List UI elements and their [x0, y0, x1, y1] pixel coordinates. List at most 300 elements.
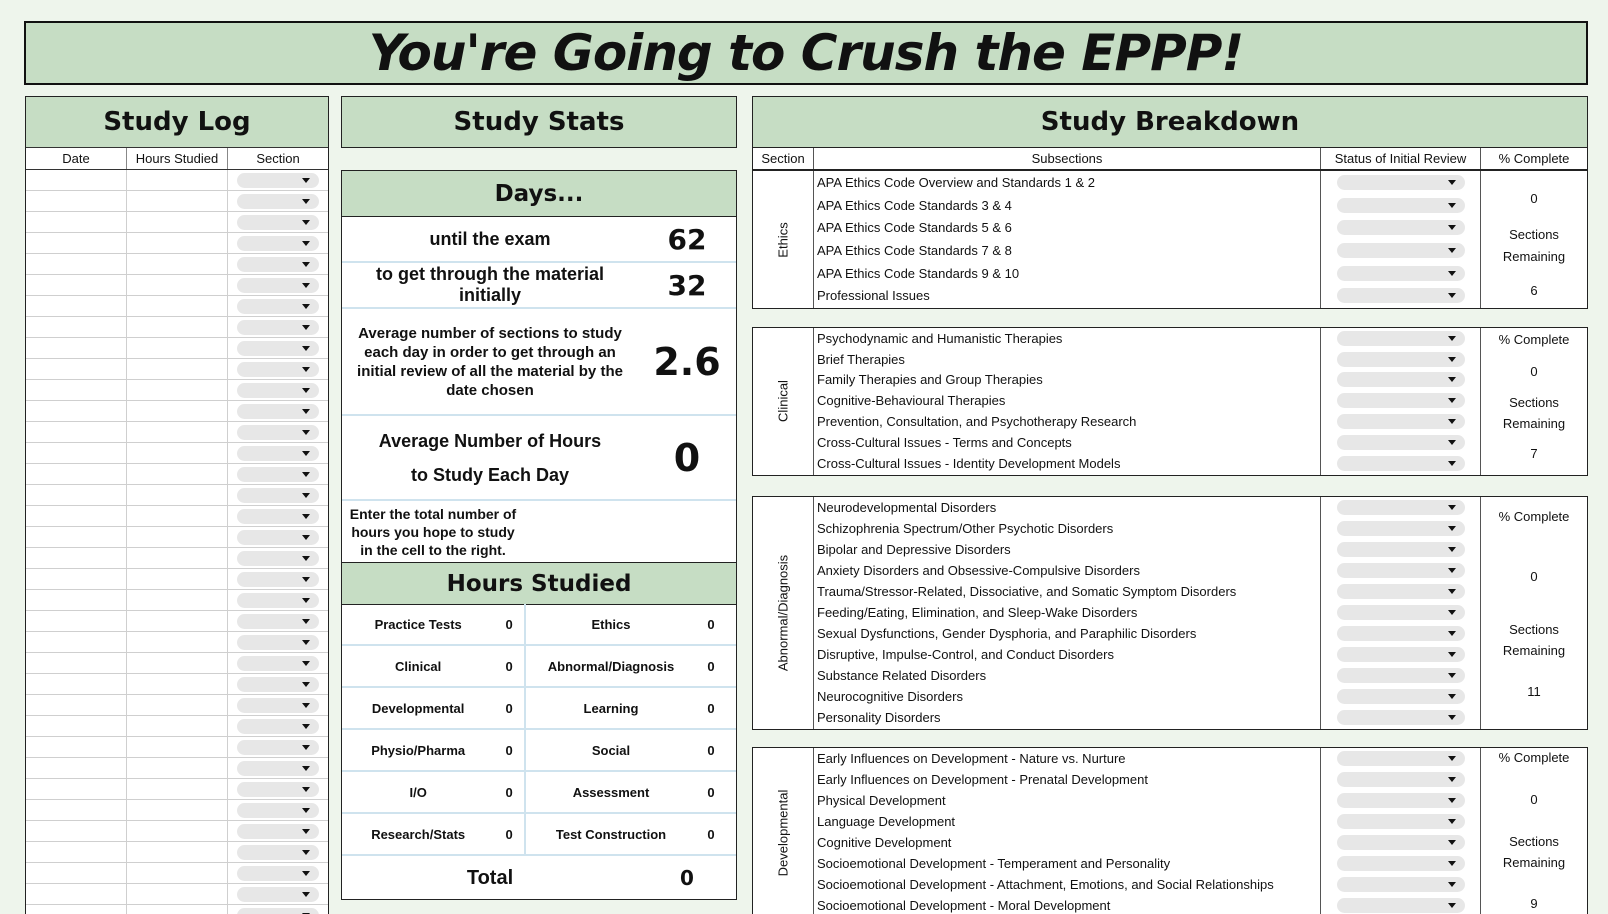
table-row: [26, 380, 328, 401]
hours-cell[interactable]: [127, 296, 228, 316]
section-dropdown[interactable]: [237, 572, 319, 587]
hours-cell[interactable]: [127, 632, 228, 652]
status-dropdown[interactable]: [1337, 898, 1465, 913]
through-material-row: [342, 263, 736, 309]
sections-remaining-value: 7: [1530, 446, 1538, 461]
total-label: Total: [466, 866, 514, 889]
hours-cell[interactable]: [127, 422, 228, 442]
subsection-item: Anxiety Disorders and Obsessive-Compulsive Disorders: [817, 563, 1140, 578]
table-row: [26, 863, 328, 884]
hours-cell[interactable]: [127, 443, 228, 463]
hours-category-value: 0: [707, 658, 715, 674]
hours-row: [342, 730, 736, 772]
table-row: [26, 275, 328, 296]
date-cell[interactable]: [26, 800, 127, 820]
hours-category-label: Developmental: [371, 700, 465, 716]
section-name: Clinical: [775, 380, 791, 423]
subsection-item: Early Influences on Development - Prenatal Development: [817, 772, 1148, 787]
date-cell[interactable]: [26, 191, 127, 211]
hours-category-label: Practice Tests: [374, 616, 462, 632]
hours-cell[interactable]: [127, 779, 228, 799]
table-row: [26, 884, 328, 905]
hours-cell[interactable]: [127, 863, 228, 883]
table-row: [26, 737, 328, 758]
table-row: [26, 506, 328, 527]
status-dropdown[interactable]: [1337, 393, 1465, 408]
section-dropdown[interactable]: [237, 635, 319, 650]
hours-cell[interactable]: [127, 884, 228, 904]
section-dropdown[interactable]: [237, 866, 319, 881]
status-dropdown[interactable]: [1337, 542, 1465, 557]
percent-complete-value: 0: [1530, 364, 1538, 379]
percent-complete-label: % Complete: [1498, 750, 1570, 765]
subsection-item: Brief Therapies: [817, 351, 905, 367]
section-dropdown[interactable]: [237, 677, 319, 692]
section-dropdown[interactable]: [237, 698, 319, 713]
status-dropdown[interactable]: [1337, 751, 1465, 766]
date-cell[interactable]: [26, 821, 127, 841]
status-dropdown[interactable]: [1337, 521, 1465, 536]
section-dropdown[interactable]: [237, 782, 319, 797]
table-row: [26, 716, 328, 737]
section-cell: [228, 884, 328, 904]
section-name-cell: [753, 328, 814, 475]
table-row: [26, 296, 328, 317]
date-cell[interactable]: [26, 380, 127, 400]
date-cell[interactable]: [26, 632, 127, 652]
status-dropdown[interactable]: [1337, 331, 1465, 346]
date-cell[interactable]: [26, 485, 127, 505]
hours-cell[interactable]: [127, 359, 228, 379]
sections-remaining-value: 11: [1527, 684, 1541, 699]
status-dropdown[interactable]: [1337, 456, 1465, 471]
table-row: [26, 653, 328, 674]
hours-category-value: 0: [707, 826, 715, 842]
hours-row: [342, 814, 736, 856]
status-dropdown[interactable]: [1337, 175, 1465, 190]
avg-sections-row: [342, 309, 736, 416]
section-cell: [228, 548, 328, 568]
section-dropdown[interactable]: [237, 299, 319, 314]
section-dropdown[interactable]: [237, 215, 319, 230]
hours-category-value: 0: [505, 616, 513, 632]
hours-row: [342, 772, 736, 814]
status-dropdown[interactable]: [1337, 243, 1465, 258]
table-row: [26, 401, 328, 422]
hours-cell[interactable]: [127, 191, 228, 211]
table-row: [26, 800, 328, 821]
breakdown-column-headers: [752, 147, 1588, 170]
status-dropdown[interactable]: [1337, 626, 1465, 641]
table-row: [26, 191, 328, 212]
percent-complete-cell: [1481, 328, 1587, 475]
hours-cell[interactable]: [127, 170, 228, 190]
section-dropdown[interactable]: [237, 488, 319, 503]
hours-category-label: I/O: [409, 784, 427, 800]
hours-category-value: 0: [707, 784, 715, 800]
section-name-cell: [753, 748, 814, 914]
section-dropdown[interactable]: [237, 236, 319, 251]
status-dropdown[interactable]: [1337, 689, 1465, 704]
date-cell[interactable]: [26, 296, 127, 316]
section-dropdown[interactable]: [237, 278, 319, 293]
section-cell: [228, 779, 328, 799]
section-dropdown[interactable]: [237, 320, 319, 335]
hours-category-label: Physio/Pharma: [371, 742, 466, 758]
breakdown-block-developmental: [752, 747, 1588, 914]
section-dropdown[interactable]: [237, 509, 319, 524]
percent-complete-label: % Complete: [1498, 509, 1570, 524]
section-cell: [228, 170, 328, 190]
hours-category-value: 0: [505, 826, 513, 842]
status-dropdown[interactable]: [1337, 563, 1465, 578]
section-cell: [228, 296, 328, 316]
sections-remaining-label-2: Remaining: [1502, 855, 1566, 870]
title-banner: [24, 21, 1588, 85]
date-cell[interactable]: [26, 905, 127, 914]
section-cell: [228, 632, 328, 652]
status-dropdown[interactable]: [1337, 772, 1465, 787]
sections-remaining-label-2: Remaining: [1502, 416, 1566, 431]
date-cell[interactable]: [26, 464, 127, 484]
section-cell: [228, 653, 328, 673]
status-dropdown[interactable]: [1337, 668, 1465, 683]
date-cell[interactable]: [26, 317, 127, 337]
status-column: [1321, 171, 1481, 308]
subsection-item: APA Ethics Code Standards 7 & 8: [817, 242, 1012, 258]
section-cell: [228, 716, 328, 736]
sections-remaining-label-2: Remaining: [1502, 643, 1566, 658]
hours-cell[interactable]: [127, 254, 228, 274]
section-dropdown[interactable]: [237, 341, 319, 356]
section-dropdown[interactable]: [237, 446, 319, 461]
section-dropdown[interactable]: [237, 530, 319, 545]
section-cell: [228, 590, 328, 610]
date-cell[interactable]: [26, 506, 127, 526]
subsection-item: Cognitive-Behavioural Therapies: [817, 393, 1006, 409]
table-row: [26, 590, 328, 611]
section-cell: [228, 569, 328, 589]
hours-cell[interactable]: [127, 611, 228, 631]
section-dropdown[interactable]: [237, 173, 319, 188]
status-dropdown[interactable]: [1337, 220, 1465, 235]
section-dropdown[interactable]: [237, 425, 319, 440]
table-row: [26, 779, 328, 800]
total-row: [342, 856, 736, 900]
status-dropdown[interactable]: [1337, 352, 1465, 367]
date-cell[interactable]: [26, 527, 127, 547]
status-dropdown[interactable]: [1337, 647, 1465, 662]
date-cell[interactable]: [26, 401, 127, 421]
subsection-item: Professional Issues: [817, 288, 930, 304]
hours-cell[interactable]: [127, 275, 228, 295]
section-dropdown[interactable]: [237, 761, 319, 776]
subsection-item: Disruptive, Impulse-Control, and Conduct Disorders: [817, 647, 1114, 662]
table-row: [26, 611, 328, 632]
date-cell[interactable]: [26, 170, 127, 190]
status-column: [1321, 328, 1481, 475]
date-cell[interactable]: [26, 275, 127, 295]
status-column: [1321, 497, 1481, 729]
section-name-cell: [753, 171, 814, 308]
hours-row: [342, 646, 736, 688]
date-cell[interactable]: [26, 737, 127, 757]
sections-remaining-label: Sections: [1509, 227, 1559, 242]
subsection-list: [814, 171, 1321, 308]
status-dropdown[interactable]: [1337, 435, 1465, 450]
table-row: [26, 212, 328, 233]
subsection-list: [814, 328, 1321, 475]
section-cell: [228, 800, 328, 820]
status-dropdown[interactable]: [1337, 584, 1465, 599]
section-cell: [228, 611, 328, 631]
section-cell: [228, 191, 328, 211]
status-dropdown[interactable]: [1337, 372, 1465, 387]
date-cell[interactable]: [26, 569, 127, 589]
status-dropdown[interactable]: [1337, 710, 1465, 725]
hours-category-label: Research/Stats: [371, 826, 466, 842]
section-dropdown[interactable]: [237, 803, 319, 818]
status-dropdown[interactable]: [1337, 198, 1465, 213]
table-row: [26, 632, 328, 653]
until-exam-row: [342, 217, 736, 263]
table-row: [26, 758, 328, 779]
section-cell: [228, 212, 328, 232]
table-row: [26, 695, 328, 716]
breakdown-block-ethics: [752, 170, 1588, 309]
hours-cell[interactable]: [127, 800, 228, 820]
hours-cell[interactable]: [127, 338, 228, 358]
subsection-item: Cross-Cultural Issues - Identity Development Models: [817, 455, 1121, 471]
subsection-item: Prevention, Consultation, and Psychotherapy Research: [817, 414, 1137, 430]
table-row: [26, 233, 328, 254]
sections-remaining-label: Sections: [1509, 834, 1559, 849]
date-cell[interactable]: [26, 212, 127, 232]
subsection-item: Socioemotional Development - Attachment, Emotions, and Social Relationships: [817, 877, 1274, 892]
breakdown-block-clinical: [752, 327, 1588, 476]
section-cell: [228, 317, 328, 337]
hours-cell[interactable]: [127, 905, 228, 914]
date-cell[interactable]: [26, 590, 127, 610]
subsection-item: APA Ethics Code Standards 9 & 10: [817, 265, 1020, 281]
date-cell[interactable]: [26, 674, 127, 694]
status-dropdown[interactable]: [1337, 856, 1465, 871]
avg-hours-label-line2: to Study Each Day: [410, 464, 570, 485]
section-dropdown[interactable]: [237, 257, 319, 272]
status-dropdown[interactable]: [1337, 877, 1465, 892]
percent-complete-value: 0: [1530, 792, 1538, 807]
column-header-subsections: Subsections: [814, 148, 1321, 169]
column-header-status: Status of Initial Review: [1321, 148, 1481, 169]
percent-complete-cell: [1481, 171, 1587, 308]
section-name: Ethics: [775, 221, 791, 258]
section-dropdown[interactable]: [237, 404, 319, 419]
table-row: [26, 569, 328, 590]
hours-category-value: 0: [707, 700, 715, 716]
column-header-section: Section: [753, 148, 814, 169]
status-dropdown[interactable]: [1337, 414, 1465, 429]
hours-cell[interactable]: [127, 695, 228, 715]
hours-cell[interactable]: [127, 233, 228, 253]
section-dropdown[interactable]: [237, 656, 319, 671]
subsection-item: Neurodevelopmental Disorders: [817, 500, 997, 515]
section-cell: [228, 905, 328, 914]
date-cell[interactable]: [26, 842, 127, 862]
status-dropdown[interactable]: [1337, 814, 1465, 829]
table-row: [26, 842, 328, 863]
total-value: 0: [680, 866, 694, 890]
table-row: [26, 170, 328, 191]
hours-category-label: Ethics: [591, 616, 631, 632]
hours-cell[interactable]: [127, 590, 228, 610]
percent-complete-value: 0: [1530, 191, 1538, 206]
hours-cell[interactable]: [127, 821, 228, 841]
hours-cell[interactable]: [127, 464, 228, 484]
study-log-header: Study Log: [25, 96, 329, 148]
hours-cell[interactable]: [127, 737, 228, 757]
sections-remaining-label: Sections: [1509, 622, 1559, 637]
date-cell[interactable]: [26, 359, 127, 379]
date-cell[interactable]: [26, 611, 127, 631]
section-dropdown[interactable]: [237, 824, 319, 839]
percent-complete-cell: [1481, 748, 1587, 914]
avg-hours-label-line1: Average Number of Hours: [378, 430, 602, 451]
hours-cell[interactable]: [127, 380, 228, 400]
status-dropdown[interactable]: [1337, 605, 1465, 620]
section-cell: [228, 695, 328, 715]
hours-category-label: Assessment: [572, 784, 650, 800]
hours-cell[interactable]: [127, 317, 228, 337]
hours-row: [342, 688, 736, 730]
date-cell[interactable]: [26, 779, 127, 799]
status-dropdown[interactable]: [1337, 500, 1465, 515]
subsection-item: Cognitive Development: [817, 835, 952, 850]
hours-cell[interactable]: [127, 569, 228, 589]
section-cell: [228, 443, 328, 463]
date-cell[interactable]: [26, 863, 127, 883]
hours-category-value: 0: [707, 616, 715, 632]
status-dropdown[interactable]: [1337, 835, 1465, 850]
through-material-value: 32: [667, 268, 707, 302]
column-header-section: Section: [256, 151, 300, 166]
subsection-item: Physical Development: [817, 793, 946, 808]
column-header-hours: Hours Studied: [127, 148, 228, 169]
section-cell: [228, 422, 328, 442]
table-row: [26, 527, 328, 548]
status-dropdown[interactable]: [1337, 266, 1465, 281]
section-cell: [228, 863, 328, 883]
section-dropdown[interactable]: [237, 383, 319, 398]
hours-cell[interactable]: [127, 842, 228, 862]
hours-cell[interactable]: [127, 758, 228, 778]
hours-cell[interactable]: [127, 527, 228, 547]
subsection-item: Language Development: [817, 814, 956, 829]
section-cell: [228, 527, 328, 547]
date-cell[interactable]: [26, 884, 127, 904]
sections-remaining-value: 6: [1530, 283, 1538, 298]
study-stats-header: Study Stats: [341, 96, 737, 148]
date-cell[interactable]: [26, 443, 127, 463]
column-header-percent: % Complete: [1498, 151, 1570, 166]
percent-complete-cell: [1481, 497, 1587, 729]
subsection-item: Sexual Dysfunctions, Gender Dysphoria, and Paraphilic Disorders: [817, 626, 1197, 641]
hours-category-label: Social: [591, 742, 631, 758]
section-dropdown[interactable]: [237, 551, 319, 566]
hours-row: [342, 604, 736, 646]
section-dropdown[interactable]: [237, 362, 319, 377]
section-dropdown[interactable]: [237, 614, 319, 629]
hours-cell[interactable]: [127, 212, 228, 232]
status-dropdown[interactable]: [1337, 288, 1465, 303]
hours-category-label: Abnormal/Diagnosis: [547, 658, 675, 674]
table-row: [26, 905, 328, 914]
date-cell[interactable]: [26, 422, 127, 442]
percent-complete-value: 0: [1530, 569, 1538, 584]
date-cell[interactable]: [26, 254, 127, 274]
percent-complete-label: % Complete: [1498, 332, 1570, 347]
date-cell[interactable]: [26, 695, 127, 715]
date-cell[interactable]: [26, 233, 127, 253]
table-row: [26, 674, 328, 695]
hours-category-value: 0: [505, 700, 513, 716]
hours-category-value: 0: [505, 784, 513, 800]
avg-hours-value: 0: [673, 435, 701, 480]
section-dropdown[interactable]: [237, 467, 319, 482]
subsection-item: Schizophrenia Spectrum/Other Psychotic Disorders: [817, 521, 1114, 536]
subsection-item: APA Ethics Code Standards 5 & 6: [817, 220, 1012, 236]
study-stats-panel: [341, 170, 737, 900]
section-cell: [228, 254, 328, 274]
date-cell[interactable]: [26, 758, 127, 778]
hours-cell[interactable]: [127, 401, 228, 421]
section-name-cell: [753, 497, 814, 729]
hours-cell[interactable]: [127, 548, 228, 568]
section-dropdown[interactable]: [237, 887, 319, 902]
section-dropdown[interactable]: [237, 845, 319, 860]
hours-cell[interactable]: [127, 674, 228, 694]
section-dropdown[interactable]: [237, 719, 319, 734]
date-cell[interactable]: [26, 716, 127, 736]
days-heading: Days...: [342, 171, 736, 217]
section-dropdown[interactable]: [237, 908, 319, 914]
subsection-item: Family Therapies and Group Therapies: [817, 372, 1043, 388]
date-cell[interactable]: [26, 338, 127, 358]
hours-goal-input-cell[interactable]: [522, 501, 736, 562]
date-cell[interactable]: [26, 653, 127, 673]
date-cell[interactable]: [26, 548, 127, 568]
section-cell: [228, 737, 328, 757]
table-row: [26, 254, 328, 275]
avg-hours-row: [342, 416, 736, 501]
hours-cell[interactable]: [127, 485, 228, 505]
section-dropdown[interactable]: [237, 740, 319, 755]
status-dropdown[interactable]: [1337, 793, 1465, 808]
section-dropdown[interactable]: [237, 194, 319, 209]
section-cell: [228, 275, 328, 295]
section-dropdown[interactable]: [237, 593, 319, 608]
hours-category-label: Clinical: [395, 658, 442, 674]
subsection-item: Cross-Cultural Issues - Terms and Concepts: [817, 434, 1072, 450]
table-row: [26, 548, 328, 569]
subsection-item: Early Influences on Development - Nature vs. Nurture: [817, 751, 1126, 766]
hours-cell[interactable]: [127, 716, 228, 736]
table-row: [26, 464, 328, 485]
hours-cell[interactable]: [127, 653, 228, 673]
section-cell: [228, 758, 328, 778]
hours-cell[interactable]: [127, 506, 228, 526]
status-column: [1321, 748, 1481, 914]
section-cell: [228, 821, 328, 841]
